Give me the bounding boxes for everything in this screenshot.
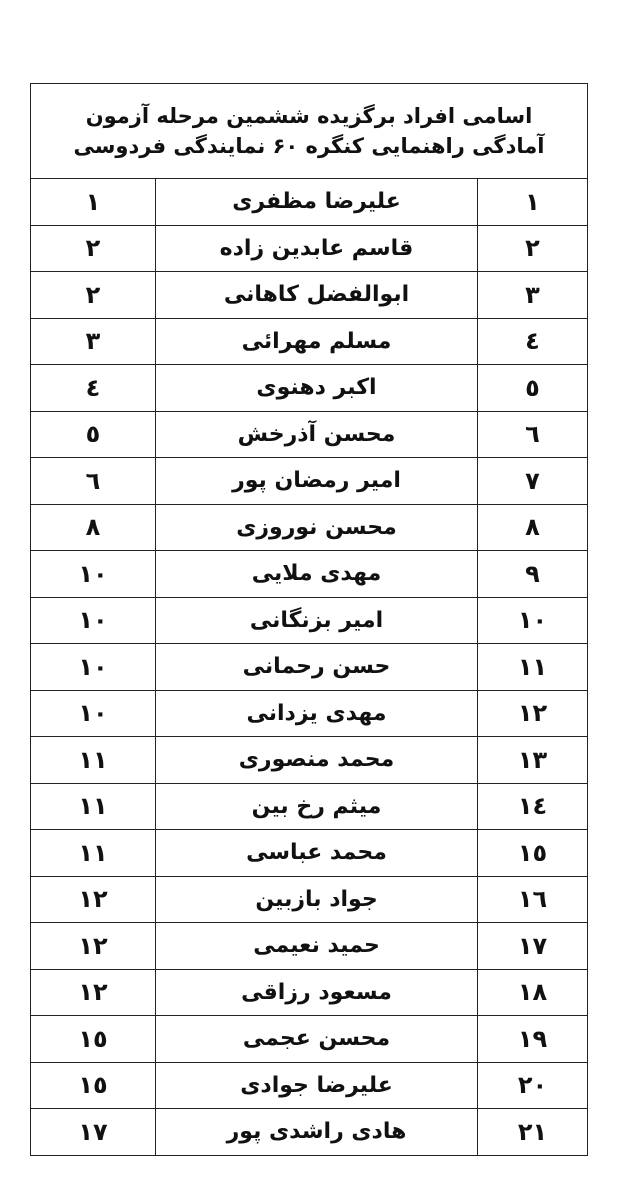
title-line-1: اسامی افراد برگزیده ششمین مرحله آزمون (85, 104, 533, 128)
name-cell: امیر بزنگانی (156, 597, 478, 644)
rank-cell: ۱٤ (478, 783, 588, 830)
grade-cell: ۲ (31, 225, 156, 272)
rank-cell: ۳ (478, 272, 588, 319)
table-row (31, 1062, 588, 1109)
grade-cell: ۱۲ (31, 969, 156, 1016)
table-row (31, 923, 588, 970)
name-cell: قاسم عابدین زاده (156, 225, 478, 272)
table-row (31, 411, 588, 458)
table-row (31, 1109, 588, 1156)
name-cell: جواد بازبین (156, 876, 478, 923)
table-row (31, 644, 588, 691)
grade-cell: ٦ (31, 458, 156, 505)
rank-cell: ۱۲ (478, 690, 588, 737)
name-cell: محسن آذرخش (156, 411, 478, 458)
grade-cell: ۱۰ (31, 597, 156, 644)
grade-cell: ۱۲ (31, 923, 156, 970)
table-row (31, 225, 588, 272)
name-cell: محمد منصوری (156, 737, 478, 784)
table-row (31, 551, 588, 598)
rank-cell: ٥ (478, 365, 588, 412)
grade-cell: ۱۱ (31, 737, 156, 784)
name-cell: محسن نوروزی (156, 504, 478, 551)
rank-cell: ۱٥ (478, 830, 588, 877)
grade-cell: ٥ (31, 411, 156, 458)
grade-cell: ٤ (31, 365, 156, 412)
results-table (30, 83, 588, 1156)
rank-cell: ۱٦ (478, 876, 588, 923)
rank-cell: ۱۰ (478, 597, 588, 644)
table-row (31, 690, 588, 737)
rank-cell: ۱۷ (478, 923, 588, 970)
name-cell: میثم رخ بین (156, 783, 478, 830)
table-row (31, 783, 588, 830)
grade-cell: ۱٥ (31, 1016, 156, 1063)
table-row (31, 969, 588, 1016)
rank-cell: ۲۱ (478, 1109, 588, 1156)
table-row (31, 365, 588, 412)
table-row (31, 876, 588, 923)
rank-cell: ۲۰ (478, 1062, 588, 1109)
grade-cell: ۳ (31, 318, 156, 365)
grade-cell: ۱۷ (31, 1109, 156, 1156)
name-cell: علیرضا مظفری (156, 179, 478, 226)
grade-cell: ۱۲ (31, 876, 156, 923)
name-cell: محسن عجمی (156, 1016, 478, 1063)
grade-cell: ۱۰ (31, 551, 156, 598)
rank-cell: ۱۳ (478, 737, 588, 784)
title-row (31, 84, 588, 179)
name-cell: هادی راشدی پور (156, 1109, 478, 1156)
table-row (31, 458, 588, 505)
table-row (31, 1016, 588, 1063)
table-row (31, 830, 588, 877)
table-body (31, 179, 588, 1156)
table-row (31, 179, 588, 226)
rank-cell: ۱۸ (478, 969, 588, 1016)
table-title (31, 84, 588, 179)
rank-cell: ۸ (478, 504, 588, 551)
name-cell: مسعود رزاقی (156, 969, 478, 1016)
name-cell: حمید نعیمی (156, 923, 478, 970)
rank-cell: ۷ (478, 458, 588, 505)
grade-cell: ۱۰ (31, 690, 156, 737)
name-cell: محمد عباسی (156, 830, 478, 877)
name-cell: مهدی یزدانی (156, 690, 478, 737)
name-cell: علیرضا جوادی (156, 1062, 478, 1109)
name-cell: امیر رمضان پور (156, 458, 478, 505)
name-cell: مهدی ملایی (156, 551, 478, 598)
rank-cell: ٦ (478, 411, 588, 458)
rank-cell: ۱۹ (478, 1016, 588, 1063)
table-row (31, 318, 588, 365)
grade-cell: ۱۱ (31, 830, 156, 877)
grade-cell: ۱۰ (31, 644, 156, 691)
table-row (31, 272, 588, 319)
rank-cell: ٤ (478, 318, 588, 365)
rank-cell: ۹ (478, 551, 588, 598)
table-row (31, 504, 588, 551)
rank-cell: ۱ (478, 179, 588, 226)
grade-cell: ۱٥ (31, 1062, 156, 1109)
table-row (31, 597, 588, 644)
name-cell: حسن رحمانی (156, 644, 478, 691)
grade-cell: ۱ (31, 179, 156, 226)
title-line-2: آمادگی راهنمایی کنگره ۶۰ نمایندگی فردوسی (73, 134, 545, 158)
name-cell: ابوالفضل کاهانی (156, 272, 478, 319)
rank-cell: ۲ (478, 225, 588, 272)
rank-cell: ۱۱ (478, 644, 588, 691)
grade-cell: ۲ (31, 272, 156, 319)
name-cell: اکبر دهنوی (156, 365, 478, 412)
name-cell: مسلم مهرائی (156, 318, 478, 365)
grade-cell: ۱۱ (31, 783, 156, 830)
grade-cell: ۸ (31, 504, 156, 551)
table-row (31, 737, 588, 784)
